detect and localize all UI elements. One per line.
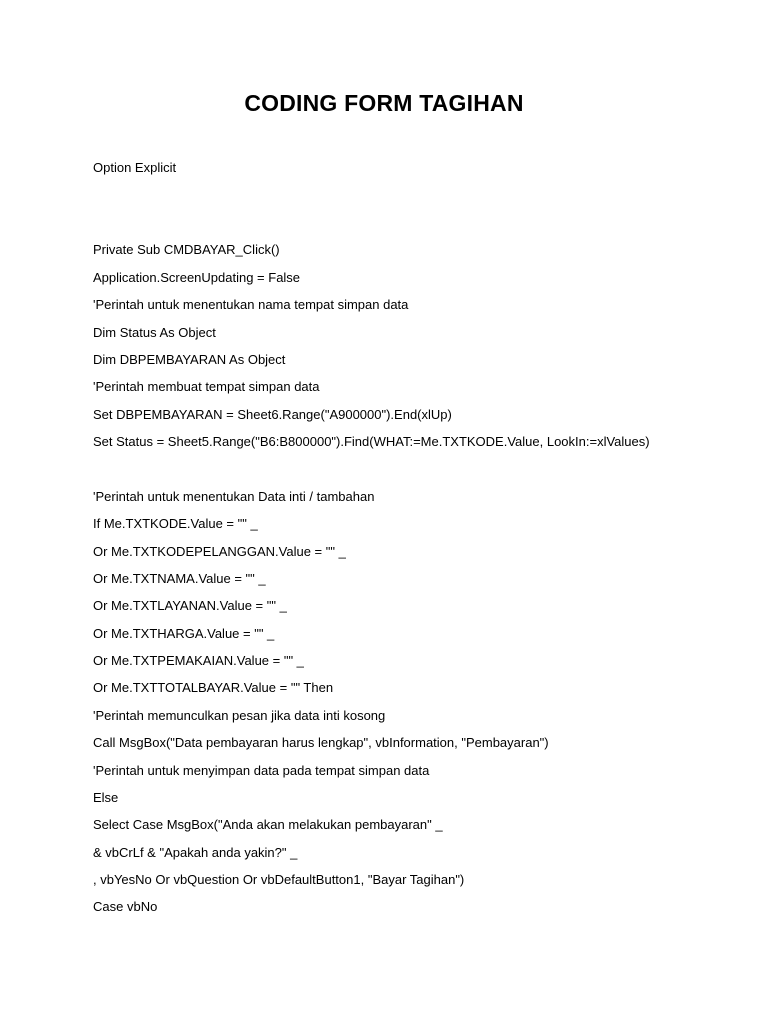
code-line: & vbCrLf & "Apakah anda yakin?" _ <box>93 845 298 860</box>
code-line: Case vbNo <box>93 899 158 914</box>
code-line: Or Me.TXTNAMA.Value = "" _ <box>93 571 266 586</box>
code-line: Dim Status As Object <box>93 325 216 340</box>
code-line: 'Perintah memunculkan pesan jika data inti kosong <box>93 708 386 723</box>
code-line: If Me.TXTKODE.Value = "" _ <box>93 516 258 531</box>
code-line: , vbYesNo Or vbQuestion Or vbDefaultButton1, "Bayar Tagihan") <box>93 872 465 887</box>
code-line: 'Perintah untuk menentukan nama tempat simpan data <box>93 297 409 312</box>
code-line: 'Perintah untuk menyimpan data pada tempat simpan data <box>93 763 430 778</box>
code-line: Option Explicit <box>93 160 177 175</box>
code-line: 'Perintah untuk menentukan Data inti / tambahan <box>93 489 375 504</box>
code-line: Else <box>93 790 119 805</box>
code-line: Or Me.TXTPEMAKAIAN.Value = "" _ <box>93 653 304 668</box>
code-line: Application.ScreenUpdating = False <box>93 270 301 285</box>
code-line: Call MsgBox("Data pembayaran harus lengkap", vbInformation, "Pembayaran") <box>93 735 549 750</box>
code-line: Dim DBPEMBAYARAN As Object <box>93 352 286 367</box>
code-line: Or Me.TXTHARGA.Value = "" _ <box>93 626 275 641</box>
code-line: 'Perintah membuat tempat simpan data <box>93 379 320 394</box>
page-title: CODING FORM TAGIHAN <box>244 90 524 116</box>
code-line: Private Sub CMDBAYAR_Click() <box>93 242 280 257</box>
code-line: Select Case MsgBox("Anda akan melakukan pembayaran" _ <box>93 817 443 832</box>
code-line: Set Status = Sheet5.Range("B6:B800000").Find(WHAT:=Me.TXTKODE.Value, LookIn:=xlValues) <box>93 434 650 449</box>
code-line: Or Me.TXTLAYANAN.Value = "" _ <box>93 598 287 613</box>
code-line: Or Me.TXTTOTALBAYAR.Value = "" Then <box>93 680 334 695</box>
code-line: Or Me.TXTKODEPELANGGAN.Value = "" _ <box>93 544 346 559</box>
code-line: Set DBPEMBAYARAN = Sheet6.Range("A900000").End(xlUp) <box>93 407 452 422</box>
